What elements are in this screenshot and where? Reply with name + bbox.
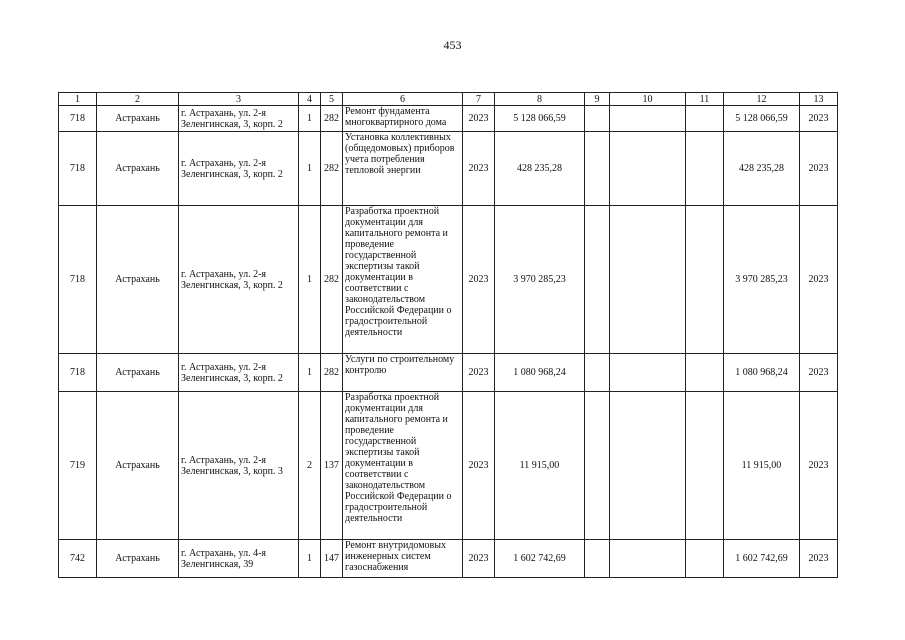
register-table <box>58 92 838 578</box>
cell-id: 718 <box>59 132 97 206</box>
column-header: 5 <box>321 93 343 106</box>
cell-col9 <box>585 354 610 392</box>
cell-amount-total: 428 235,28 <box>724 132 800 206</box>
cell-id: 718 <box>59 106 97 132</box>
table-row <box>59 106 838 132</box>
cell-id: 718 <box>59 206 97 354</box>
cell-amount: 428 235,28 <box>495 132 585 206</box>
cell-id: 718 <box>59 354 97 392</box>
column-header: 11 <box>686 93 724 106</box>
cell-year-end: 2023 <box>800 354 838 392</box>
cell-col10 <box>610 206 686 354</box>
cell-col5: 282 <box>321 106 343 132</box>
column-header: 2 <box>97 93 179 106</box>
cell-amount: 5 128 066,59 <box>495 106 585 132</box>
cell-amount: 1 602 742,69 <box>495 540 585 578</box>
table-row <box>59 354 838 392</box>
cell-col11 <box>686 354 724 392</box>
column-header: 1 <box>59 93 97 106</box>
cell-amount-total: 1 602 742,69 <box>724 540 800 578</box>
cell-amount-total: 5 128 066,59 <box>724 106 800 132</box>
cell-city: Астрахань <box>97 392 179 540</box>
cell-col5: 137 <box>321 392 343 540</box>
column-header: 6 <box>343 93 463 106</box>
table-row <box>59 206 838 354</box>
cell-city: Астрахань <box>97 206 179 354</box>
column-header: 4 <box>299 93 321 106</box>
cell-col9 <box>585 106 610 132</box>
cell-col5: 282 <box>321 206 343 354</box>
cell-city: Астрахань <box>97 354 179 392</box>
cell-col10 <box>610 106 686 132</box>
column-header: 12 <box>724 93 800 106</box>
cell-year-end: 2023 <box>800 540 838 578</box>
cell-col10 <box>610 392 686 540</box>
column-number-row <box>59 93 838 106</box>
column-header: 3 <box>179 93 299 106</box>
cell-year: 2023 <box>463 132 495 206</box>
cell-work-type: Разработка проектной документации для капитального ремонта и проведение государственной экспертизы такой документации в соответствии с законодательством Российской Федерации о градостроительной деятельности <box>343 206 463 354</box>
cell-city: Астрахань <box>97 132 179 206</box>
cell-year-end: 2023 <box>800 132 838 206</box>
cell-id: 742 <box>59 540 97 578</box>
table-row <box>59 540 838 578</box>
cell-col10 <box>610 540 686 578</box>
cell-col5: 147 <box>321 540 343 578</box>
cell-amount: 1 080 968,24 <box>495 354 585 392</box>
column-header: 8 <box>495 93 585 106</box>
cell-amount-total: 3 970 285,23 <box>724 206 800 354</box>
cell-year-end: 2023 <box>800 392 838 540</box>
cell-col10 <box>610 132 686 206</box>
cell-year: 2023 <box>463 206 495 354</box>
cell-work-type: Ремонт внутридомовых инженерных систем газоснабжения <box>343 540 463 578</box>
page-number: 453 <box>443 38 462 52</box>
cell-col4: 1 <box>299 132 321 206</box>
cell-amount-total: 1 080 968,24 <box>724 354 800 392</box>
cell-year: 2023 <box>463 540 495 578</box>
cell-year: 2023 <box>463 354 495 392</box>
cell-address: г. Астрахань, ул. 2-я Зеленгинская, 3, корп. 2 <box>179 354 299 392</box>
cell-col4: 1 <box>299 206 321 354</box>
cell-year: 2023 <box>463 106 495 132</box>
cell-col4: 1 <box>299 540 321 578</box>
cell-amount: 11 915,00 <box>495 392 585 540</box>
column-header: 10 <box>610 93 686 106</box>
cell-address: г. Астрахань, ул. 4-я Зеленгинская, 39 <box>179 540 299 578</box>
cell-col9 <box>585 206 610 354</box>
cell-work-type: Установка коллективных (общедомовых) приборов учета потребления тепловой энергии <box>343 132 463 206</box>
cell-year-end: 2023 <box>800 206 838 354</box>
cell-year-end: 2023 <box>800 106 838 132</box>
cell-col9 <box>585 392 610 540</box>
cell-col9 <box>585 132 610 206</box>
column-header: 9 <box>585 93 610 106</box>
column-header: 7 <box>463 93 495 106</box>
cell-col11 <box>686 206 724 354</box>
cell-col4: 2 <box>299 392 321 540</box>
table-row <box>59 392 838 540</box>
cell-address: г. Астрахань, ул. 2-я Зеленгинская, 3, корп. 2 <box>179 106 299 132</box>
cell-work-type: Услуги по строительному контролю <box>343 354 463 392</box>
cell-address: г. Астрахань, ул. 2-я Зеленгинская, 3, корп. 3 <box>179 392 299 540</box>
cell-col5: 282 <box>321 354 343 392</box>
cell-amount: 3 970 285,23 <box>495 206 585 354</box>
cell-col11 <box>686 392 724 540</box>
cell-amount-total: 11 915,00 <box>724 392 800 540</box>
cell-city: Астрахань <box>97 106 179 132</box>
cell-col10 <box>610 354 686 392</box>
column-header: 13 <box>800 93 838 106</box>
cell-address: г. Астрахань, ул. 2-я Зеленгинская, 3, корп. 2 <box>179 132 299 206</box>
cell-col5: 282 <box>321 132 343 206</box>
cell-year: 2023 <box>463 392 495 540</box>
cell-col11 <box>686 106 724 132</box>
table-row <box>59 132 838 206</box>
cell-address: г. Астрахань, ул. 2-я Зеленгинская, 3, корп. 2 <box>179 206 299 354</box>
cell-work-type: Ремонт фундамента многоквартирного дома <box>343 106 463 132</box>
cell-col4: 1 <box>299 106 321 132</box>
cell-col11 <box>686 540 724 578</box>
cell-work-type: Разработка проектной документации для капитального ремонта и проведение государственной экспертизы такой документации в соответствии с законодательством Российской Федерации о градостроительной деятельности <box>343 392 463 540</box>
cell-col11 <box>686 132 724 206</box>
cell-col4: 1 <box>299 354 321 392</box>
cell-city: Астрахань <box>97 540 179 578</box>
cell-id: 719 <box>59 392 97 540</box>
cell-col9 <box>585 540 610 578</box>
